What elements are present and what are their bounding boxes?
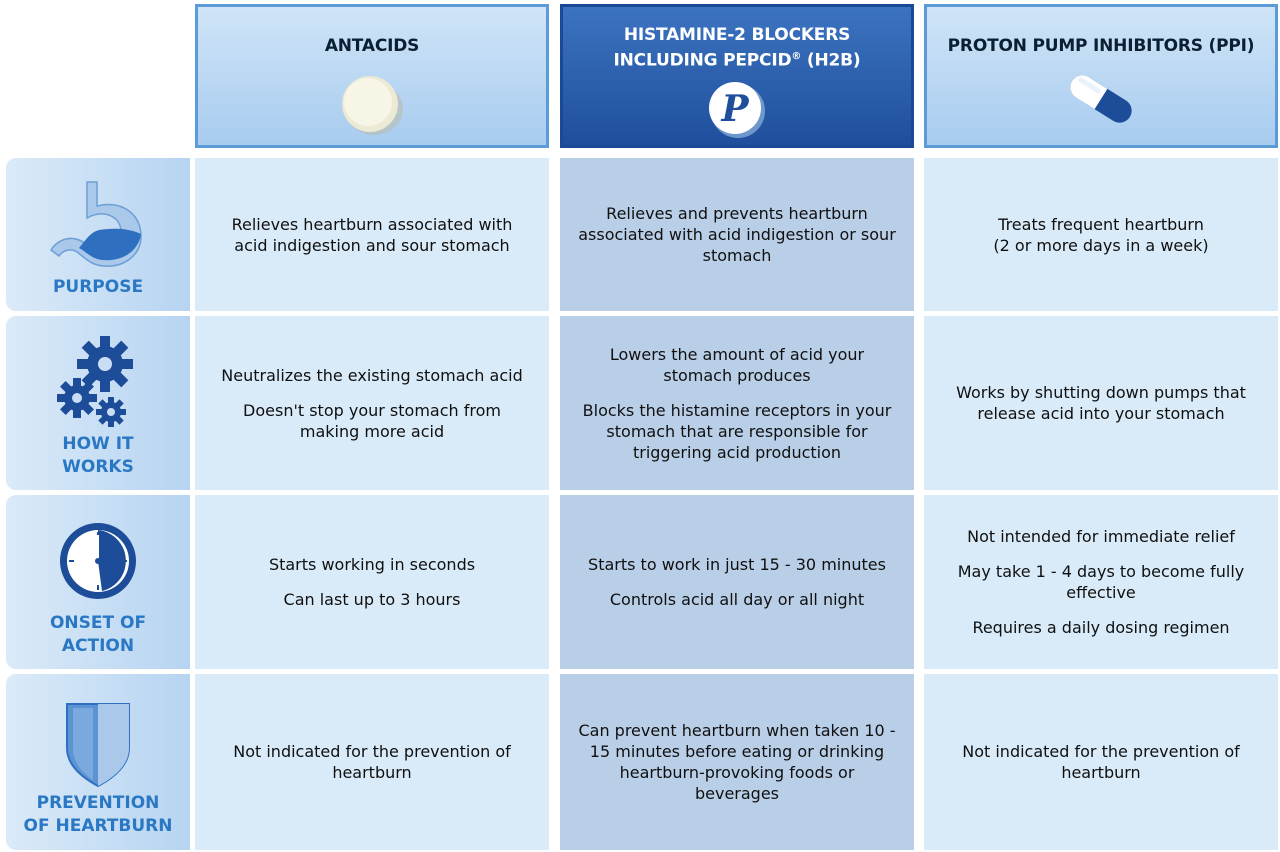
cell-text: Controls acid all day or all night <box>609 590 865 609</box>
cell-text: May take 1 - 4 days to become fully effective <box>957 562 1245 602</box>
cell-antacids-onset <box>195 495 549 669</box>
column-title-ppi: PROTON PUMP INHIBITORS (PPI) <box>947 36 1255 56</box>
cell-h2b-purpose <box>560 158 914 311</box>
row-label-purpose: PURPOSE <box>52 277 144 297</box>
capsule-icon <box>1061 69 1141 129</box>
column-header-antacids <box>195 4 549 148</box>
cell-text: Can prevent heartburn when taken 10 - 15 minutes before eating or drinking heartburn-provoking foods or beverages <box>578 721 896 803</box>
row-label-prevention-line2: OF HEARTBURN <box>23 816 173 836</box>
cell-h2b-prevention <box>560 674 914 850</box>
row-label-onset-line2: ACTION <box>61 636 135 656</box>
cell-ppi-prevention <box>924 674 1278 850</box>
cell-text: Requires a daily dosing regimen <box>972 618 1230 637</box>
cell-text: Lowers the amount of acid your stomach produces <box>609 344 865 385</box>
row-label-onset-line1: ONSET OF <box>49 613 147 633</box>
cell-text: Starts working in seconds <box>268 555 476 574</box>
cell-text: Can last up to 3 hours <box>283 590 461 609</box>
stomach-icon <box>43 178 153 270</box>
cell-h2b-how-it-works <box>560 316 914 490</box>
row-header-how-it-works <box>6 316 190 490</box>
cell-h2b-onset <box>560 495 914 669</box>
cell-text: Relieves and prevents heartburn associated with acid indigestion or sour stomach <box>578 204 896 265</box>
row-label-how-it-works-line2: WORKS <box>62 457 134 477</box>
cell-text: Not intended for immediate relief <box>967 527 1235 546</box>
cell-text: Neutralizes the existing stomach acid <box>221 365 523 385</box>
cell-ppi-purpose <box>924 158 1278 311</box>
cell-text: Doesn't stop your stomach from making more acid <box>243 400 501 441</box>
gears-icon <box>53 334 143 430</box>
column-title-h2b-line2: INCLUDING PEPCID® (H2B) <box>613 50 861 71</box>
shield-icon <box>63 700 133 788</box>
cell-text: Works by shutting down pumps that release acid into your stomach <box>956 383 1246 423</box>
column-header-h2b <box>560 4 914 148</box>
pepcid-logo-icon <box>705 79 769 139</box>
cell-text: Not indicated for the prevention of heartburn <box>962 742 1240 782</box>
cell-antacids-prevention <box>195 674 549 850</box>
row-header-onset-of-action <box>6 495 190 669</box>
row-header-prevention <box>6 674 190 850</box>
row-label-how-it-works-line1: HOW IT <box>62 434 134 454</box>
column-header-ppi <box>924 4 1278 148</box>
column-title-h2b-line1: HISTAMINE-2 BLOCKERS <box>623 25 851 45</box>
cell-ppi-how-it-works <box>924 316 1278 490</box>
clock-icon <box>56 519 140 603</box>
cell-antacids-how-it-works <box>195 316 549 490</box>
cell-text: Not indicated for the prevention of heartburn <box>233 742 511 782</box>
column-title-antacids: ANTACIDS <box>324 36 420 56</box>
row-header-purpose <box>6 158 190 311</box>
cell-text: Relieves heartburn associated with acid indigestion and sour stomach <box>231 214 513 255</box>
cell-antacids-purpose <box>195 158 549 311</box>
cell-text: Blocks the histamine receptors in your stomach that are responsible for triggering acid production <box>582 400 892 462</box>
cell-text: Treats frequent heartburn <box>998 214 1204 234</box>
tablet-icon <box>337 73 407 137</box>
row-label-prevention-line1: PREVENTION <box>36 793 160 813</box>
pepcid-logo-letter: P <box>721 88 749 130</box>
cell-text: (2 or more days in a week) <box>993 235 1209 255</box>
cell-text: Starts to work in just 15 - 30 minutes <box>588 555 886 574</box>
cell-ppi-onset <box>924 495 1278 669</box>
